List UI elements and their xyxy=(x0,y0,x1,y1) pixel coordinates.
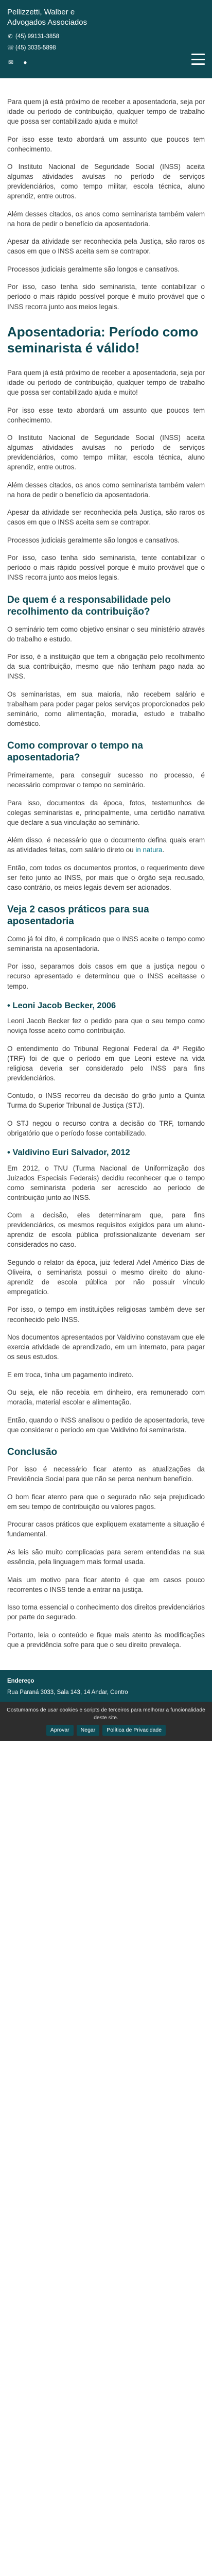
whatsapp-icon: ✆ xyxy=(8,33,13,40)
map-marker-icon[interactable]: ● xyxy=(23,58,27,66)
header-icon-row xyxy=(7,58,205,67)
paragraph: Processos judiciais geralmente são longos e cansativos. xyxy=(7,265,180,273)
paragraph: Para isso, documentos da época, fotos, testemunhos de colegas seminaristas e, principalmente, uma certidão narrativa que declare a sua vinculação ao seminário. xyxy=(7,799,205,826)
menu-icon[interactable] xyxy=(191,54,205,65)
paragraph: Isso torna essencial o conhecimento dos direitos previdenciários por parte do segurado. xyxy=(7,1603,205,1621)
section-heading: Conclusão xyxy=(7,1446,58,1458)
whatsapp-contact[interactable] xyxy=(7,31,205,43)
paragraph: O Instituto Nacional de Seguridade Social (INSS) aceita algumas atividades avulsas no período de serviços previdenciários, como tempo militar, escola técnica, aluno aprendiz, entre outros. xyxy=(7,163,205,200)
paragraph: Então, com todos os documentos prontos, o requerimento deve ser feito junto ao INSS, por mais que o órgão seja recusado, caso contrário, os meios legais devem ser acionados. xyxy=(7,863,205,891)
site-footer xyxy=(0,1670,212,1702)
cookie-buttons xyxy=(5,1725,207,1736)
paragraph: O Instituto Nacional de Seguridade Social (INSS) aceita algumas atividades avulsas no período de serviços previdenciários, como tempo militar, escola técnica, aluno aprendiz, entre outros. xyxy=(7,434,205,471)
phone-contact[interactable] xyxy=(7,43,205,54)
paragraph: Apesar da atividade ser reconhecida pela Justiça, são raros os casos em que o INSS aceita sem se contrapor. xyxy=(7,509,205,527)
footer-title: Endereço xyxy=(7,1678,34,1685)
paragraph: Por isso, separamos dois casos em que a justiça negou o recurso apresentado e determinou que o INSS aceitasse o tempo. xyxy=(7,962,205,990)
paragraph: Segundo o relator da época, juiz federal Adel Américo Dias de Oliveira, o seminarista possui o mesmo direito do aluno-aprendiz de escola pública por não possuir vínculo empregatício. xyxy=(7,1258,205,1296)
mail-icon[interactable]: ✉ xyxy=(8,58,14,66)
section-heading: Como comprovar o tempo na aposentadoria? xyxy=(7,740,143,764)
paragraph: Como já foi dito, é complicado que o INSS aceite o tempo como seminarista na aposentadoria. xyxy=(7,935,205,953)
menu-bar xyxy=(191,59,205,60)
menu-bar xyxy=(191,63,205,65)
paragraph: Portanto, leia o conteúdo e fique mais atento às modificações que a previdência sofre para que o seu direito prevaleça. xyxy=(7,1631,205,1649)
paragraph: Para quem já está próximo de receber a aposentadoria, seja por idade ou período de contribuição, qualquer tempo de trabalho que possa ser contabilizado ajuda e muito! xyxy=(7,98,205,126)
phone-number-2: (45) 3035-5898 xyxy=(15,44,56,51)
site-header xyxy=(0,0,212,78)
paragraph: Com a decisão, eles determinaram que, para fins previdenciários, os mesmos requisitos exigidos para um aluno-aprendiz de escola pública profissionalizante deveriam ser considerados no caso. xyxy=(7,1211,205,1249)
paragraph: Além desses citados, os anos como seminarista também valem na hora de pedir o benefício da aposentadoria. xyxy=(7,481,205,499)
footer-address: Rua Paraná 3033, Sala 143, 14 Andar, Centro xyxy=(7,1689,128,1696)
paragraph xyxy=(7,835,205,855)
phone-icon: ☏ xyxy=(7,45,14,52)
paragraph-text: . xyxy=(162,846,165,854)
brand-line-1: Pellizzetti, Walber e xyxy=(7,8,75,16)
brand-line-2: Advogados Associados xyxy=(7,18,87,27)
page-title: Aposentadoria: Período como seminarista é válido! xyxy=(7,324,199,356)
paragraph: Os seminaristas, em sua maioria, não recebem salário e trabalham para poder pagar pelos serviços proporcionados pelo seminário, como alimentação, moradia, estudo e trabalho doméstico. xyxy=(7,690,205,727)
cookie-accept-button[interactable]: Aprovar xyxy=(46,1725,74,1736)
paragraph: Leoni Jacob Becker fez o pedido para que o seu tempo como noviça fosse aceito como contribuição. xyxy=(7,1017,205,1035)
paragraph: Processos judiciais geralmente são longos e cansativos. xyxy=(7,536,180,544)
phone-number-1: (45) 99131-3858 xyxy=(15,33,60,40)
article-body xyxy=(0,97,212,1670)
paragraph: Procurar casos práticos que expliquem exatamente a situação é fundamental. xyxy=(7,1520,205,1538)
paragraph: Contudo, o INSS recorreu da decisão do grão junto a Quinta Turma do Superior Tribunal de Justiça (STJ). xyxy=(7,1092,205,1110)
paragraph: As leis são muito complicadas para serem entendidas na sua essência, pela linguagem mais formal usada. xyxy=(7,1548,205,1566)
paragraph: Nos documentos apresentados por Valdivino constavam que ele exercia atividade de aprendizado, em um internato, para pagar os seus estudos. xyxy=(7,1333,205,1361)
menu-bar xyxy=(191,54,205,55)
paragraph: Por isso esse texto abordará um assunto que poucos tem conhecimento. xyxy=(7,135,205,153)
inline-link[interactable]: in natura xyxy=(135,846,163,854)
header-spacer xyxy=(0,78,212,97)
cookie-banner xyxy=(0,1702,212,1740)
paragraph: Por isso, caso tenha sido seminarista, tente contabilizar o período o mais rápido possível porque é muito provável que o INSS recorra junto aos meios legais. xyxy=(7,283,205,311)
paragraph: Por isso, o tempo em instituições religiosas também deve ser reconhecido pelo INSS. xyxy=(7,1306,205,1324)
section-heading: Veja 2 casos práticos para sua aposentadoria xyxy=(7,904,149,927)
paragraph: O bom ficar atento para que o segurado não seja prejudicado em seu tempo de contribuição ou valores pagos. xyxy=(7,1493,205,1511)
cookie-text: Costumamos de usar cookies e scripts de terceiros para melhorar a funcionalidade deste site. xyxy=(7,1707,205,1721)
paragraph: Por isso esse texto abordará um assunto que poucos tem conhecimento. xyxy=(7,406,205,424)
paragraph: O entendimento do Tribunal Regional Federal da 4ª Região (TRF) foi de que o período em que Leoni esteve na vida religiosa deveria ser considerado pelo INSS para fins previdenciários. xyxy=(7,1044,205,1082)
paragraph: Por isso, caso tenha sido seminarista, tente contabilizar o período o mais rápido possível porque é muito provável que o INSS recorra junto aos meios legais. xyxy=(7,554,205,582)
paragraph: Apesar da atividade ser reconhecida pela Justiça, são raros os casos em que o INSS aceita sem se contrapor. xyxy=(7,238,205,256)
paragraph: O seminário tem como objetivo ensinar o seu ministério através do trabalho e estudo. xyxy=(7,625,205,643)
subsection-heading: • Valdivino Euri Salvador, 2012 xyxy=(7,1147,130,1157)
paragraph: Além desses citados, os anos como seminarista também valem na hora de pedir o benefício da aposentadoria. xyxy=(7,210,205,228)
paragraph: Ou seja, ele não recebia em dinheiro, era remunerado com moradia, material escolar e alimentação. xyxy=(7,1388,205,1406)
section-heading: De quem é a responsabilidade pelo recolhimento da contribuição? xyxy=(7,594,171,618)
subsection-heading: • Leoni Jacob Becker, 2006 xyxy=(7,1001,116,1010)
paragraph: Mais um motivo para ficar atento é que em casos pouco recorrentes o INSS tende a entrar na justiça. xyxy=(7,1575,205,1594)
paragraph: Por isso, é a instituição que tem a obrigação pelo recolhimento da sua contribuição, mesmo que não tenham pago nada ao INSS. xyxy=(7,653,205,681)
paragraph: Para quem já está próximo de receber a aposentadoria, seja por idade ou período de contribuição, qualquer tempo de trabalho que possa ser contabilizado ajuda e muito! xyxy=(7,368,205,397)
paragraph: Então, quando o INSS analisou o pedido de aposentadoria, teve que considerar o período em que Valdivino foi seminarista. xyxy=(7,1416,205,1434)
paragraph: O STJ negou o recurso contra a decisão do TRF, tornando obrigatório que o período fosse contabilizado. xyxy=(7,1119,205,1137)
paragraph-text: Além disso, é necessário que o documento defina quais eram as atividades feitas, com salário direto ou xyxy=(7,836,205,854)
paragraph: Primeiramente, para conseguir sucesso no processo, é necessário comprovar o tempo no seminário. xyxy=(7,771,205,789)
paragraph: Em 2012, o TNU (Turma Nacional de Uniformização dos Juizados Especiais Federais) decidiu reconhecer que o tempo como seminarista poderia ser acrescido ao período de contribuição junto ao INSS. xyxy=(7,1164,205,1201)
paragraph: E em troca, tinha um pagamento indireto. xyxy=(7,1370,134,1379)
paragraph: Por isso é necessário ficar atento as atualizações da Previdência Social para que não se perca nenhum benefício. xyxy=(7,1465,205,1483)
cookie-deny-button[interactable]: Negar xyxy=(77,1725,100,1736)
brand-name[interactable] xyxy=(7,7,205,27)
privacy-policy-button[interactable]: Política de Privacidade xyxy=(102,1725,166,1736)
